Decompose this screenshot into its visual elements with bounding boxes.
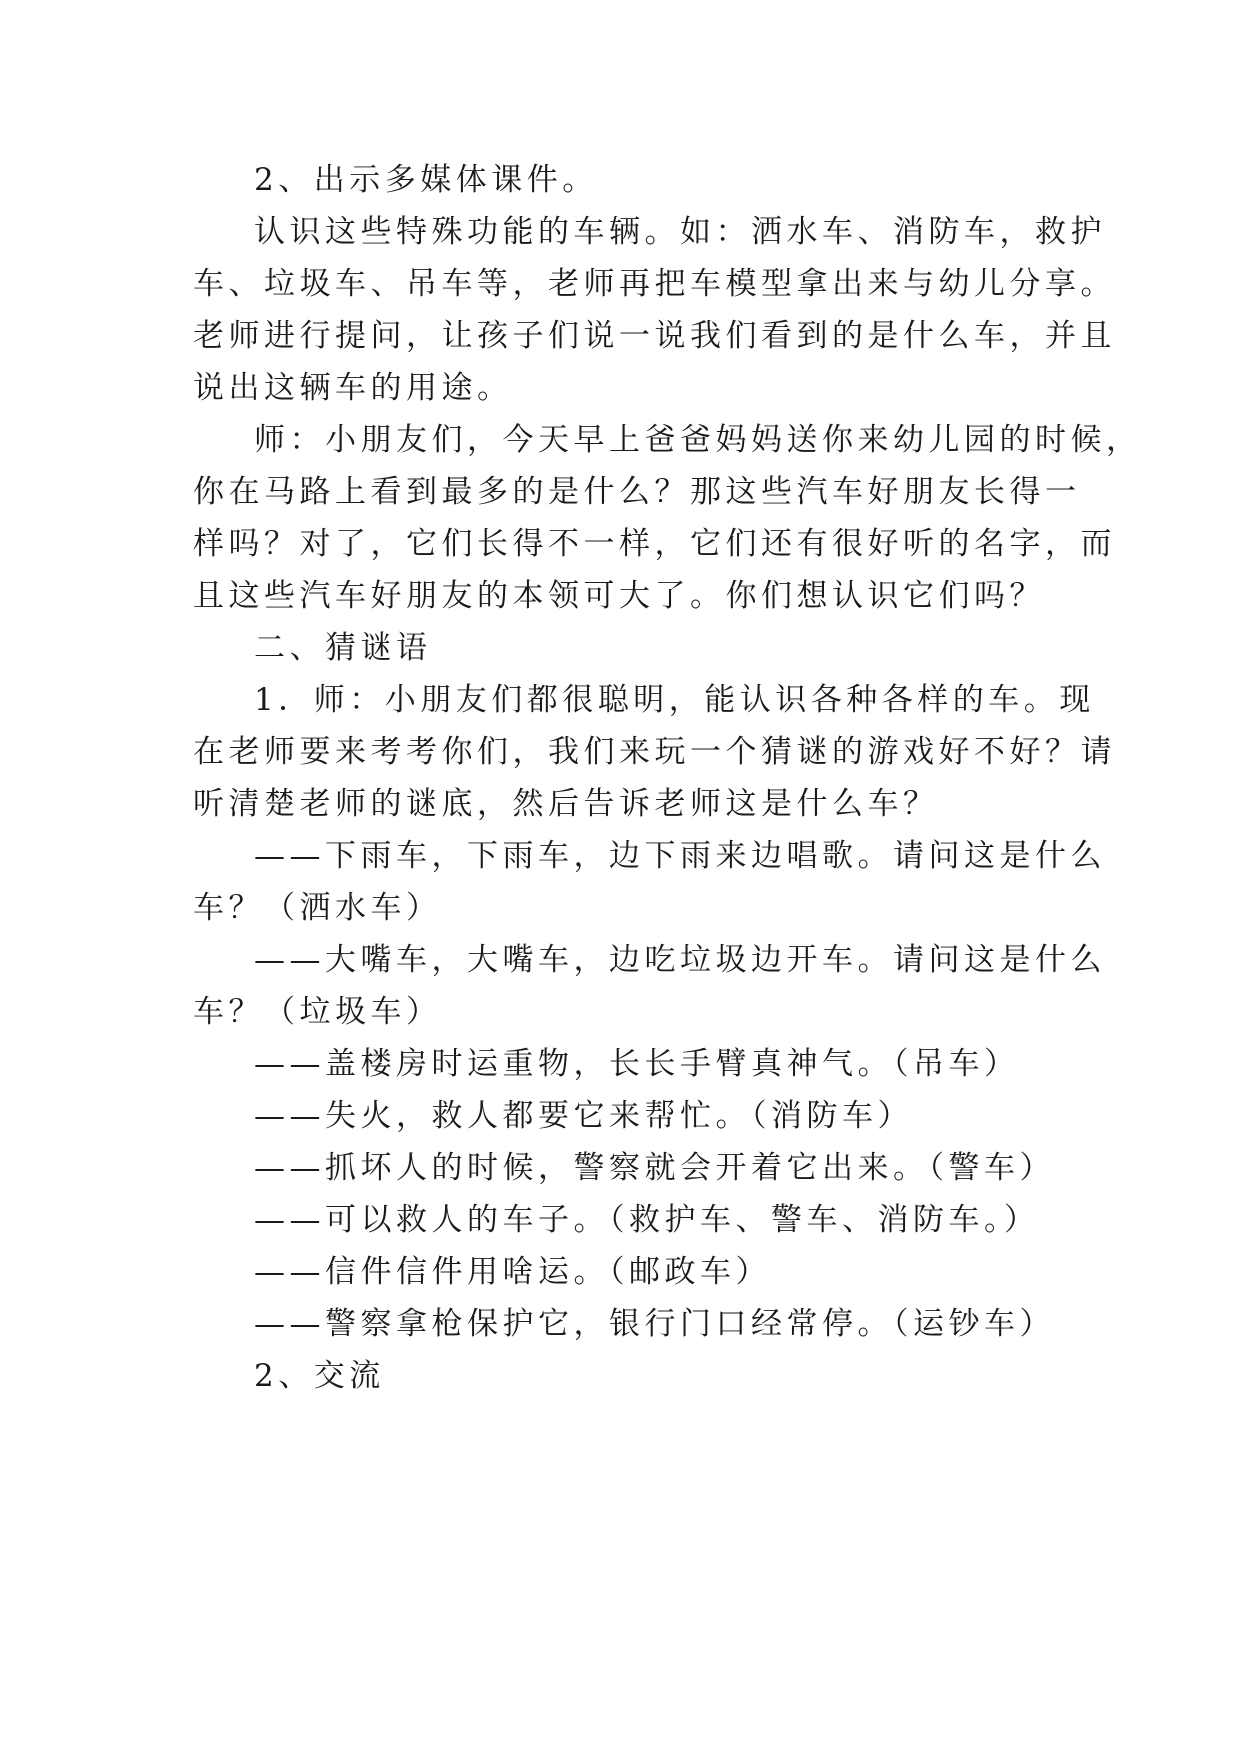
paragraph-line: 说出这辆车的用途。 <box>193 370 513 406</box>
riddle-line: ——下雨车，下雨车，边下雨来边唱歌。请问这是什么 <box>254 838 1106 874</box>
paragraph-line: 样吗？对了，它们长得不一样，它们还有很好听的名字，而 <box>193 526 1116 562</box>
paragraph-line: 且这些汽车好朋友的本领可大了。你们想认识它们吗？ <box>193 578 1045 614</box>
riddle-line: ——可以救人的车子。（救护车、警车、消防车。） <box>254 1202 1040 1238</box>
section-heading-riddles: 二、猜谜语 <box>254 630 432 666</box>
riddle-line: 车？（洒水车） <box>193 890 442 926</box>
paragraph-line: 你在马路上看到最多的是什么？那这些汽车好朋友长得一 <box>193 474 1081 510</box>
paragraph-line: 车、垃圾车、吊车等，老师再把车模型拿出来与幼儿分享。 <box>193 266 1116 302</box>
riddle-line: ——失火，救人都要它来帮忙。（消防车） <box>254 1098 913 1134</box>
paragraph-line: 听清楚老师的谜底，然后告诉老师这是什么车？ <box>193 786 939 822</box>
riddle-line: ——抓坏人的时候，警察就会开着它出来。（警车） <box>254 1150 1055 1186</box>
riddle-line: ——盖楼房时运重物，长长手臂真神气。（吊车） <box>254 1046 1020 1082</box>
paragraph-line: 师：小朋友们，今天早上爸爸妈妈送你来幼儿园的时候， <box>254 422 1142 458</box>
riddle-line: ——警察拿枪保护它，银行门口经常停。（运钞车） <box>254 1306 1055 1342</box>
paragraph-line: 老师进行提问，让孩子们说一说我们看到的是什么车，并且 <box>193 318 1116 354</box>
paragraph-line: 认识这些特殊功能的车辆。如：洒水车、消防车，救护 <box>254 214 1106 250</box>
paragraph-line: 在老师要来考考你们，我们来玩一个猜谜的游戏好不好？请 <box>193 734 1116 770</box>
heading-show-courseware: 2、出示多媒体课件。 <box>254 162 598 198</box>
riddle-line: ——信件信件用啥运。（邮政车） <box>254 1254 771 1290</box>
riddle-line: 车？（垃圾车） <box>193 994 442 1030</box>
paragraph-line: 1．师：小朋友们都很聪明，能认识各种各样的车。现 <box>254 682 1095 718</box>
riddle-line: ——大嘴车，大嘴车，边吃垃圾边开车。请问这是什么 <box>254 942 1106 978</box>
heading-exchange: 2、交流 <box>254 1358 385 1394</box>
